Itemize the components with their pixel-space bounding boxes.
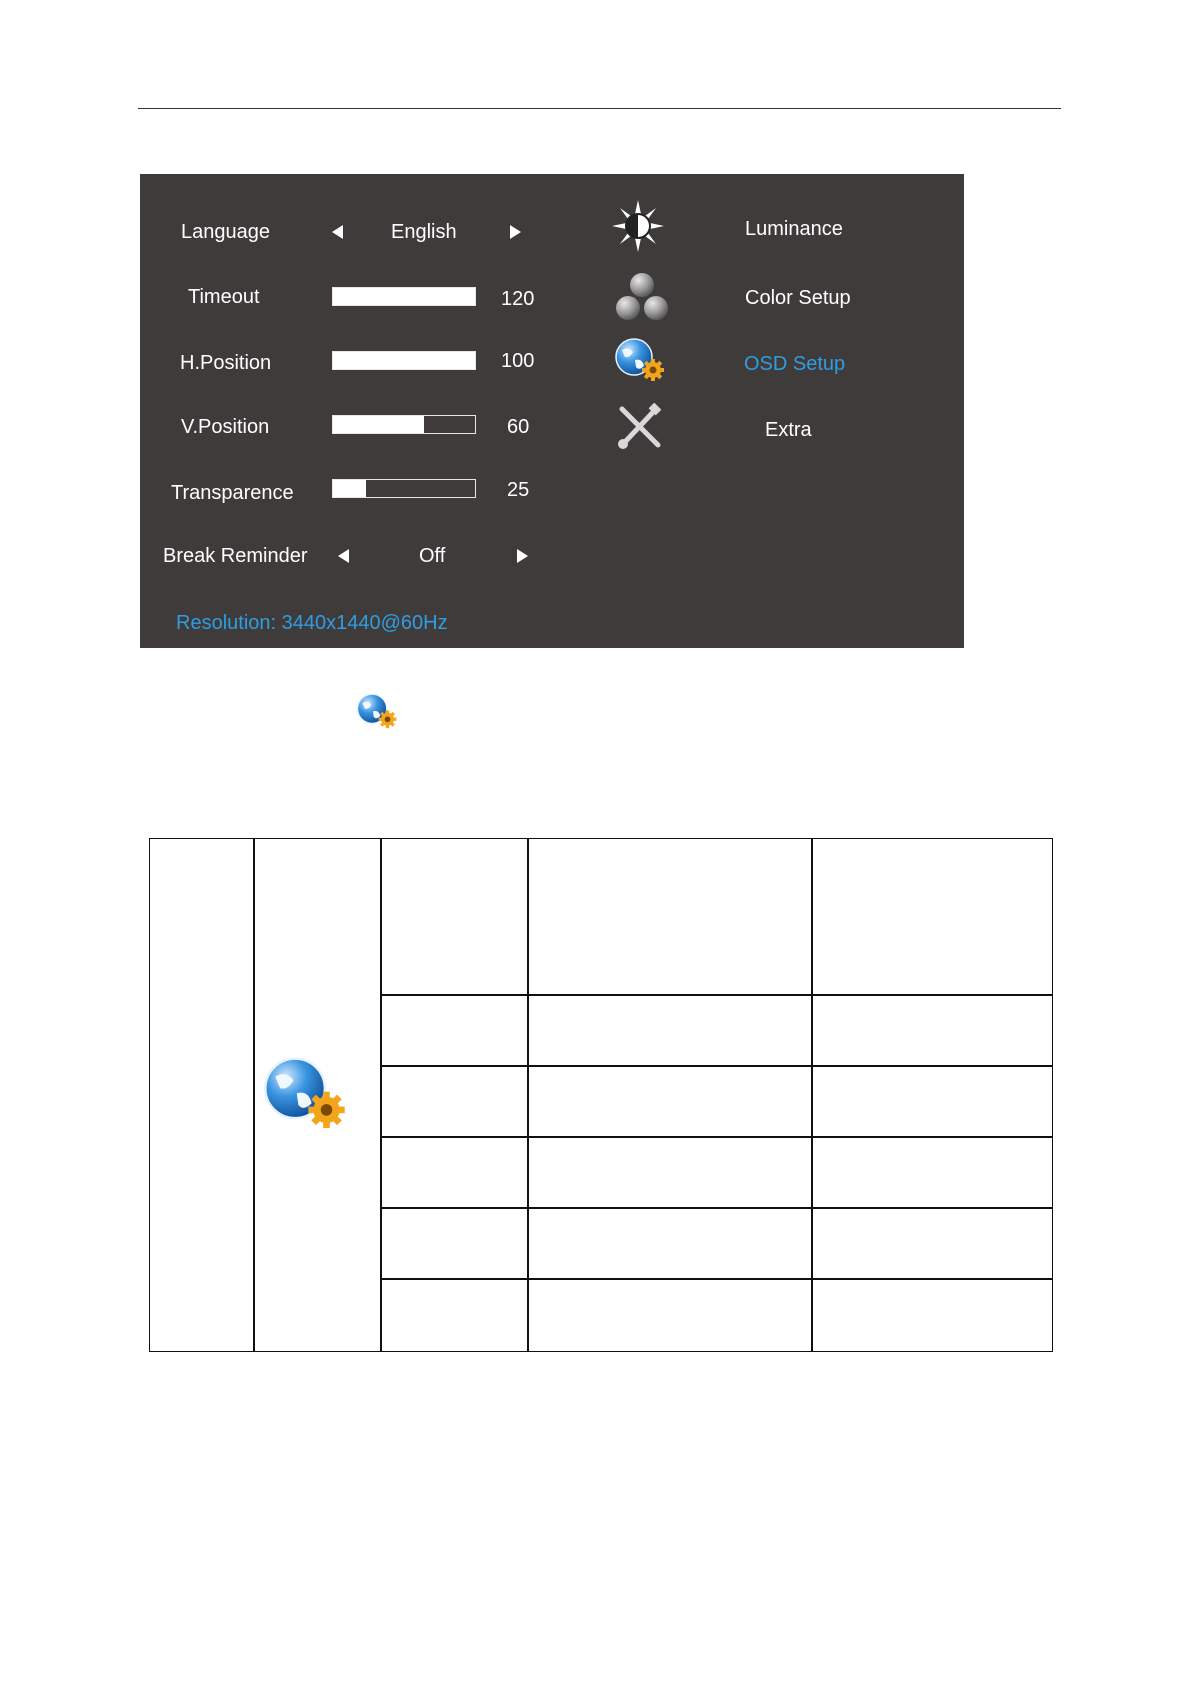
table-cell <box>527 1136 813 1209</box>
table-cell <box>527 994 813 1067</box>
sun-icon[interactable] <box>612 200 664 252</box>
table-cell <box>527 1278 813 1352</box>
transparence-slider[interactable] <box>332 479 476 498</box>
timeout-slider[interactable] <box>332 287 476 306</box>
table-cell <box>811 1136 1053 1209</box>
table-cell <box>380 1278 529 1352</box>
table-cell <box>527 1065 813 1138</box>
table-cell <box>380 994 529 1067</box>
break-reminder-label: Break Reminder <box>163 545 308 567</box>
v-position-label: V.Position <box>181 416 270 438</box>
table-cell <box>380 838 529 996</box>
v-position-value: 60 <box>507 416 530 438</box>
break-reminder-next-arrow[interactable] <box>517 549 528 563</box>
globe-gear-icon <box>262 1052 348 1138</box>
h-position-slider[interactable] <box>332 351 476 370</box>
globe-gear-icon <box>356 692 398 732</box>
language-label: Language <box>181 221 270 243</box>
menu-item-osd-setup[interactable]: OSD Setup <box>744 353 846 375</box>
menu-item-luminance[interactable]: Luminance <box>745 218 843 240</box>
break-reminder-prev-arrow[interactable] <box>338 549 349 563</box>
menu-item-extra[interactable]: Extra <box>765 419 812 441</box>
break-reminder-value[interactable]: Off <box>419 545 446 567</box>
v-position-slider[interactable] <box>332 415 476 434</box>
header-rule <box>138 108 1061 109</box>
table-cell <box>811 1065 1053 1138</box>
table-cell <box>527 1207 813 1280</box>
language-prev-arrow[interactable] <box>332 225 343 239</box>
menu-item-color-setup[interactable]: Color Setup <box>745 287 851 309</box>
table-cell <box>149 838 255 1352</box>
globe-gear-icon[interactable] <box>614 338 666 384</box>
table-cell <box>380 1065 529 1138</box>
table-cell <box>811 1207 1053 1280</box>
osd-panel <box>140 174 964 648</box>
transparence-value: 25 <box>507 479 530 501</box>
table-cell <box>380 1207 529 1280</box>
table-cell <box>811 1278 1053 1352</box>
language-next-arrow[interactable] <box>510 225 521 239</box>
table-cell <box>811 994 1053 1067</box>
h-position-label: H.Position <box>180 352 272 374</box>
table-cell <box>380 1136 529 1209</box>
table-cell <box>527 838 813 996</box>
language-value[interactable]: English <box>391 221 457 243</box>
table-cell <box>811 838 1053 996</box>
transparence-label: Transparence <box>171 482 294 504</box>
h-position-value: 100 <box>501 350 535 372</box>
timeout-label: Timeout <box>188 286 260 308</box>
resolution-status: Resolution: 3440x1440@60Hz <box>176 612 448 634</box>
tools-icon[interactable] <box>616 403 664 451</box>
timeout-value: 120 <box>501 288 535 310</box>
color-balls-icon[interactable] <box>614 271 670 323</box>
